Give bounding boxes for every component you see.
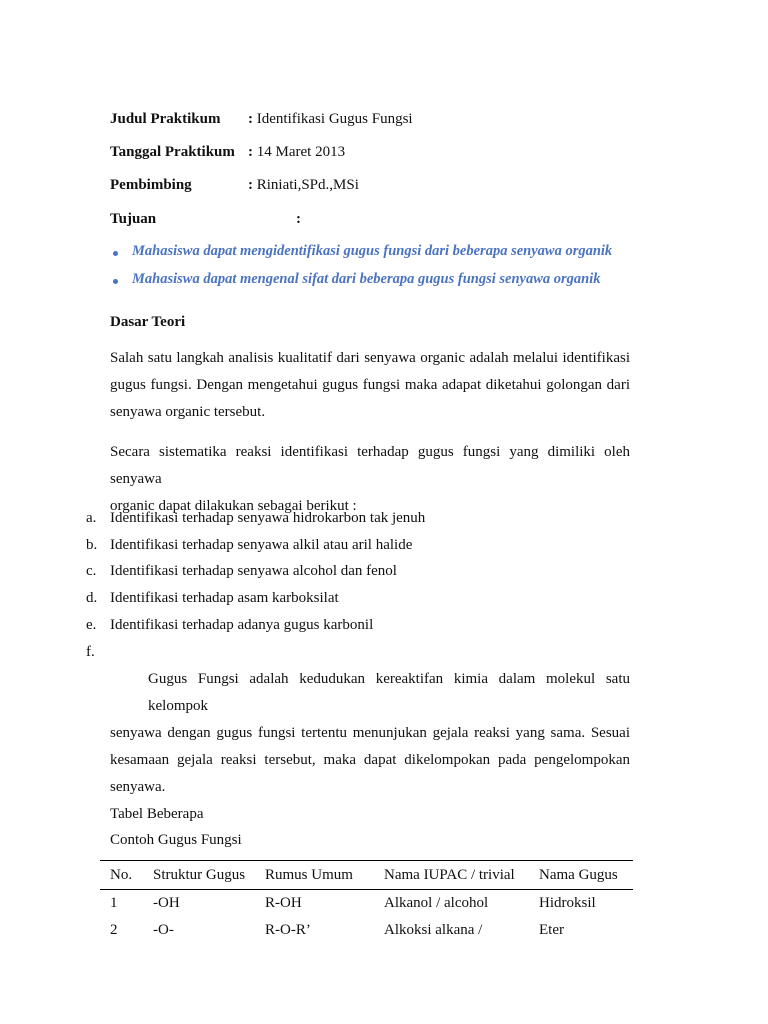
list-letter: c. xyxy=(86,563,97,579)
table-header-row xyxy=(100,861,633,890)
judul-label: Judul Praktikum xyxy=(110,111,221,127)
table-cell: R-OH xyxy=(265,895,302,911)
paragraph-1 xyxy=(110,345,630,426)
tujuan-item: Mahasiswa dapat mengenal sifat dari beberapa gugus fungsi senyawa organik xyxy=(132,271,601,287)
list-item-text: Identifikasi terhadap asam karboksilat xyxy=(110,590,339,606)
list-letter: e. xyxy=(86,617,97,633)
table-header-cell: Rumus Umum xyxy=(265,866,353,883)
table-cell: -OH xyxy=(153,895,180,911)
judul-value: : Identifikasi Gugus Fungsi xyxy=(248,111,413,127)
paragraph-line: kesamaan gejala reaksi tersebut, maka dapat dikelompokan pada pengelompokan xyxy=(110,752,630,768)
list-item-text: Identifikasi terhadap adanya gugus karbonil xyxy=(110,617,374,633)
paragraph-line: Gugus Fungsi adalah kedudukan kereaktifan kimia dalam molekul satu kelompok xyxy=(148,671,630,714)
list-letter: b. xyxy=(86,537,98,553)
table-cell: 2 xyxy=(110,922,118,938)
tujuan-item: Mahasiswa dapat mengidentifikasi gugus fungsi dari beberapa senyawa organik xyxy=(132,243,613,259)
table-caption: Contoh Gugus Fungsi xyxy=(110,832,242,848)
paragraph-line: gugus fungsi. Dengan mengetahui gugus fungsi maka adapat diketahui golongan dari xyxy=(110,377,630,393)
table-caption: Tabel Beberapa xyxy=(110,806,204,822)
list-item-text: Identifikasi terhadap senyawa alcohol dan fenol xyxy=(110,563,397,579)
table-header-cell: No. xyxy=(110,866,133,883)
dasar-teori-heading: Dasar Teori xyxy=(110,314,186,330)
table-header-cell: Nama IUPAC / trivial xyxy=(384,866,515,883)
table-cell: Eter xyxy=(539,922,564,938)
bullet-icon xyxy=(113,251,118,256)
list-item-text: Identifikasi terhadap senyawa hidrokarbon tak jenuh xyxy=(110,510,426,526)
bullet-icon xyxy=(113,279,118,284)
table-header-cell: Nama Gugus xyxy=(539,866,618,883)
gugus-fungsi-table xyxy=(100,860,633,944)
table-cell: -O- xyxy=(153,922,174,938)
pembimbing-value: : Riniati,SPd.,MSi xyxy=(248,177,359,193)
table-cell: Alkoksi alkana / xyxy=(384,922,483,938)
tanggal-value-text: 14 Maret 2013 xyxy=(256,144,346,160)
paragraph-2 xyxy=(110,439,630,520)
tujuan-colon: : xyxy=(296,211,301,227)
list-letter: f. xyxy=(86,644,95,660)
judul-value-text: Identifikasi Gugus Fungsi xyxy=(256,111,413,127)
paragraph-line: Secara sistematika reaksi identifikasi terhadap gugus fungsi yang dimiliki oleh senyawa xyxy=(110,444,630,487)
paragraph-line: senyawa. xyxy=(110,779,166,795)
table-cell: Alkanol / alcohol xyxy=(384,895,489,911)
list-item-text: Identifikasi terhadap senyawa alkil atau aril halide xyxy=(110,537,413,553)
table-header-cell: Struktur Gugus xyxy=(153,866,246,883)
tujuan-label: Tujuan xyxy=(110,211,157,227)
table-cell: R-O-R’ xyxy=(265,922,311,938)
table-row xyxy=(100,890,633,918)
pembimbing-label: Pembimbing xyxy=(110,177,192,193)
paragraph-line: organic dapat dilakukan sebagai berikut : xyxy=(110,498,357,514)
list-letter: d. xyxy=(86,590,98,606)
paragraph-line: senyawa organic tersebut. xyxy=(110,404,266,420)
paragraph-line: Salah satu langkah analisis kualitatif dari senyawa organic adalah melalui identifikasi xyxy=(110,350,630,366)
table-cell: Hidroksil xyxy=(539,895,596,911)
tanggal-label: Tanggal Praktikum xyxy=(110,144,235,160)
pembimbing-value-text: Riniati,SPd.,MSi xyxy=(256,177,359,193)
list-letter: a. xyxy=(86,510,97,526)
paragraph-3 xyxy=(110,666,630,801)
tanggal-value: : 14 Maret 2013 xyxy=(248,144,346,160)
table-row xyxy=(100,917,633,944)
paragraph-line: senyawa dengan gugus fungsi tertentu menunjukan gejala reaksi yang sama. Sesuai xyxy=(110,725,630,741)
table-cell: 1 xyxy=(110,895,118,911)
